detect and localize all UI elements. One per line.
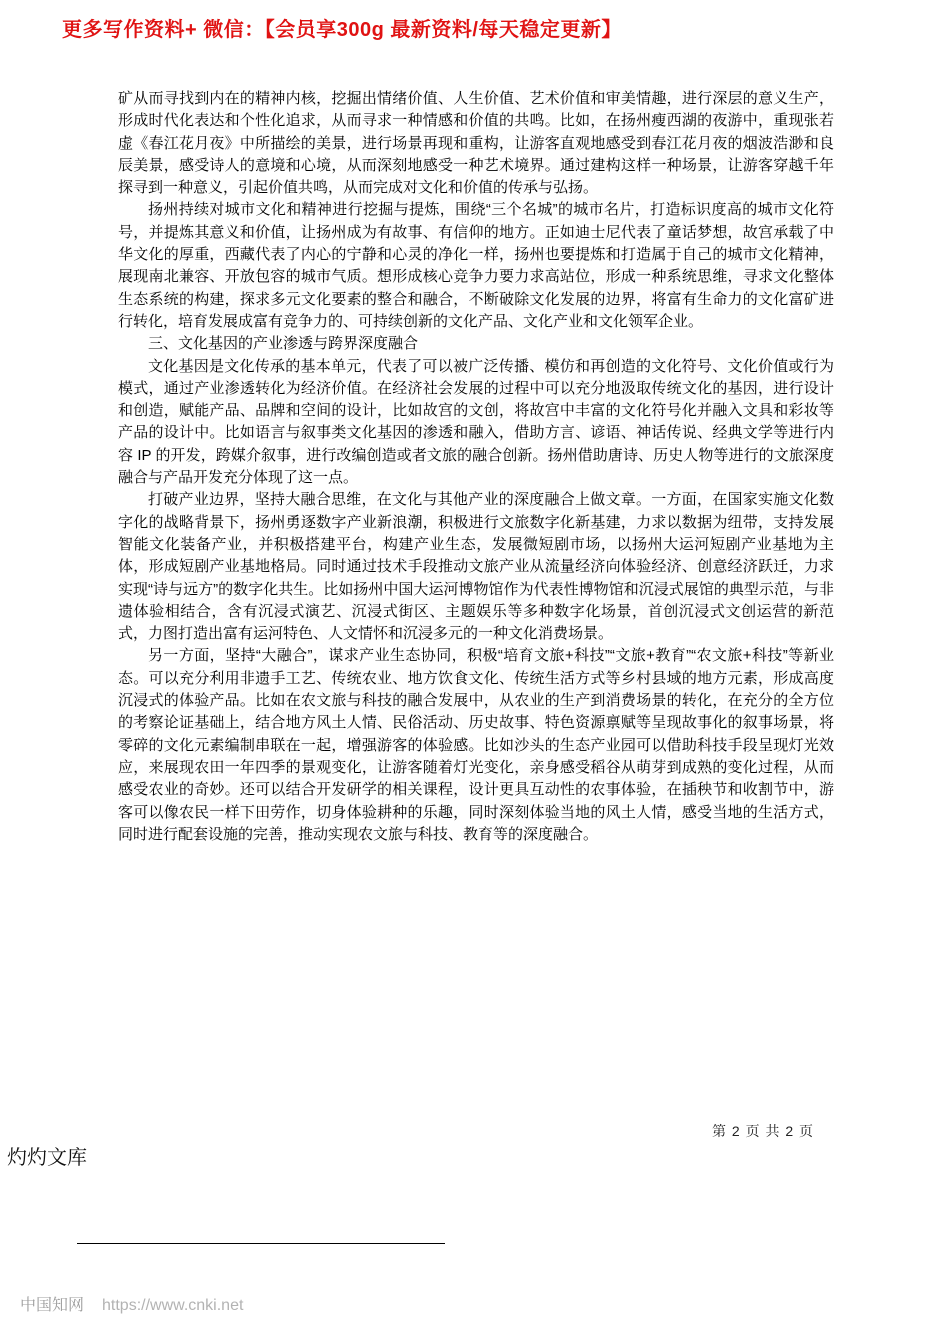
library-watermark: 灼灼文库 [7, 1147, 87, 1169]
paragraph: 扬州持续对城市文化和精神进行挖掘与提炼，围绕“三个名城”的城市名片，打造标识度高的城市文化符号，并提炼其意义和价值，让扬州成为有故事、有信仰的地方。正如迪士尼代表了童话梦想，故宫承载了中华文化的厚重，西藏代表了内心的宁静和心灵的净化一样，扬州也要提炼和打造属于自己的城市文化精神，展现南北兼容、开放包容的城市气质。想形成核心竞争力要力求高站位，形成一种系统思维，寻求文化整体生态系统的构建，探求多元文化要素的整合和融合，不断破除文化发展的边界，将富有生命力的文化富矿进行转化，培育发展成富有竞争力的、可持续创新的文化产品、文化产业和文化领军企业。 [118, 201, 834, 330]
paragraph: 打破产业边界，坚持大融合思维，在文化与其他产业的深度融合上做文章。一方面，在国家实施文化数字化的战略背景下，扬州勇逐数字产业新浪潮，积极进行文旅数字化新基建，力求以数据为纽带，支持发展智能文化装备产业，并积极搭建平台，构建产业生态，发展微短剧市场，以扬州大运河短剧产业基地为主体，形成短剧产业基地格局。同时通过技术手段推动文旅产业从流量经济向体验经济、创意经济跃迁，力求实现“诗与远方”的数字化共生。比如扬州中国大运河博物馆作为代表性博物馆和沉浸式展馆的典型示范，与非遗体验相结合，含有沉浸式演艺、沉浸式街区、主题娱乐等多种数字化场景，首创沉浸式文创运营的新范式，力图打造出富有运河特色、人文情怀和沉浸多元的一种文化消费场景。 [118, 491, 834, 643]
paragraph: 另一方面，坚持“大融合”，谋求产业生态协同，积极“培育文旅+科技”“文旅+教育”“农文旅+科技”等新业态。可以充分利用非遗手工艺、传统农业、地方饮食文化、传统生活方式等乡村县域的地方元素，形成高度沉浸式的体验产品。比如在农文旅与科技的融合发展中，从农业的生产到消费场景的转化，在充分的全方位的考察论证基础上，结合地方风土人情、民俗活动、历史故事、特色资源禀赋等呈现故事化的叙事场景，将零碎的文化元素编制串联在一起，增强游客的体验感。比如沙头的生态产业园可以借助科技手段呈现灯光效应，来展现农田一年四季的景观变化，让游客随着灯光变化，亲身感受稻谷从萌芽到成熟的变化过程，从而感受农业的奇妙。还可以结合开发研学的相关课程，设计更具互动性的农事体验，在插秧节和收割节中，游客可以像农民一样下田劳作，切身体验耕种的乐趣，同时深刻体验当地的风土人情，感受当地的生活方式，同时进行配套设施的完善，推动实现农文旅与科技、教育等的深度融合。 [118, 647, 834, 843]
cnki-url: https://www.cnki.net [102, 1297, 244, 1314]
paragraph: 矿从而寻找到内在的精神内核，挖掘出情绪价值、人生价值、艺术价值和审美情趣，进行深层的意义生产，形成时代化表达和个性化追求，从而寻求一种情感和价值的共鸣。比如，在扬州瘦西湖的夜游中，重现张若虚《春江花月夜》中所描绘的美景，进行场景再现和重构，让游客直观地感受到春江花月夜的烟波浩渺和良辰美景，感受诗人的意境和心境，从而深刻地感受一种艺术境界。通过建构这样一种场景，让游客穿越千年探寻到一种意义，引起价值共鸣，从而完成对文化和价值的传承与弘扬。 [118, 90, 834, 197]
document-body [118, 88, 834, 846]
cnki-site-name: 中国知网 [20, 1297, 85, 1314]
promo-header-text: 更多写作资料+ 微信：【会员享300g 最新资料/每天稳定更新】 [62, 19, 622, 41]
cnki-watermark [20, 1292, 243, 1315]
section-heading: 三、文化基因的产业渗透与跨界深度融合 [148, 335, 419, 353]
footer-divider-line [77, 1243, 445, 1244]
paragraph: 文化基因是文化传承的基本单元，代表了可以被广泛传播、模仿和再创造的文化符号、文化价值或行为模式，通过产业渗透转化为经济价值。在经济社会发展的过程中可以充分地汲取传统文化的基因，进行设计和创造，赋能产品、品牌和空间的设计，比如故宫的文创，将故宫中丰富的文化符号化并融入文具和彩妆等产品的设计中。比如语言与叙事类文化基因的渗透和融入，借助方言、谚语、神话传说、经典文学等进行内容 IP 的开发，跨媒介叙事，进行改编创造或者文旅的融合创新。扬州借助唐诗、历史人物等进行的文旅深度融合与产品开发充分体现了这一点。 [118, 357, 834, 487]
page-indicator: 第 2 页 共 2 页 [712, 1123, 815, 1139]
